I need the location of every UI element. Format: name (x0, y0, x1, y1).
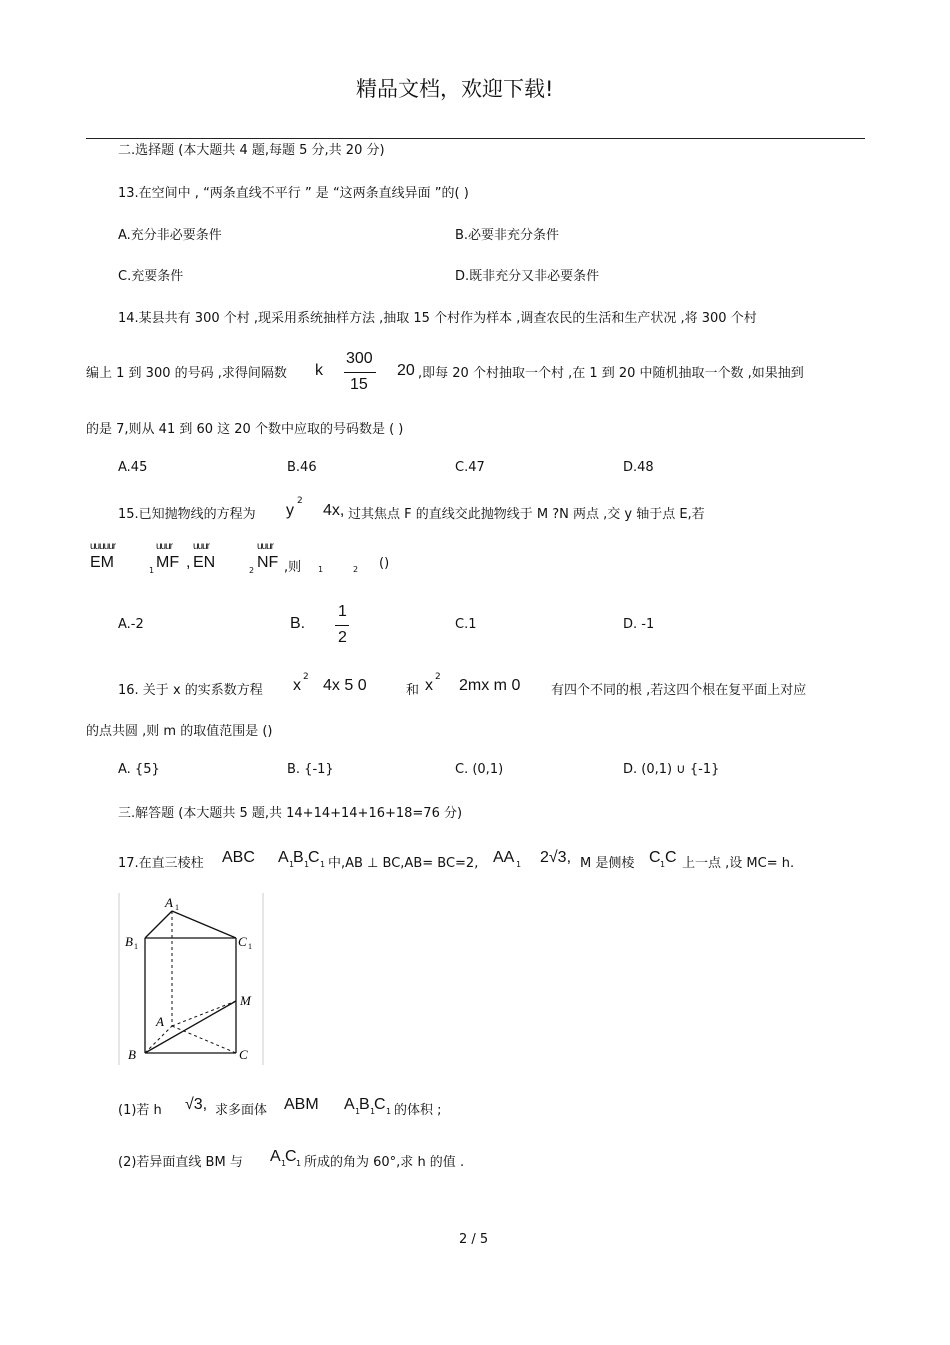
question-14-option-a: A.45 (118, 460, 148, 475)
label-b1: B (125, 934, 133, 949)
math-exponent: 2 (297, 496, 303, 506)
question-17-stem-d: 上一点 ,设 MC= h. (682, 856, 795, 871)
math-equation-2: 2mx m 0 (459, 677, 521, 694)
math-a1: A (344, 1096, 355, 1113)
math-x: x (293, 677, 301, 694)
lambda-subscript: 2 (353, 565, 359, 574)
question-14-option-c: C.47 (455, 460, 485, 475)
vector-arrow: uuur (193, 541, 210, 552)
subscript: 1 (289, 860, 295, 869)
math-value: √3, (185, 1096, 208, 1113)
edge-b1-a1 (145, 911, 172, 938)
question-15-stem-b: 过其焦点 F 的直线交此抛物线于 M ?N 两点 ,交 y 轴于点 E,若 (348, 507, 705, 522)
math-a1: A (278, 849, 289, 866)
section-title: 二.选择题 (本大题共 4 题,每题 5 分,共 20 分) (118, 143, 385, 158)
math-exponent: 2 (303, 672, 309, 682)
math-c1: C (374, 1096, 386, 1113)
math-aa1: AA (493, 849, 515, 866)
subscript: 1 (386, 1107, 392, 1116)
math-b1: B (293, 849, 304, 866)
page-header: 精品文档，欢迎下载! (356, 77, 554, 101)
math-b1: B (359, 1096, 370, 1113)
fraction-bar (335, 625, 349, 626)
question-13-option-d: D.既非充分又非必要条件 (455, 269, 600, 284)
fraction-denominator: 15 (350, 376, 368, 393)
math-value: 20 (397, 362, 415, 379)
prism-diagram (118, 893, 264, 1065)
edge-a-c (172, 1026, 236, 1053)
comma: , (186, 554, 191, 571)
label-a: A (156, 1014, 164, 1029)
page-number: 2 / 5 (459, 1232, 489, 1247)
question-17-stem-b: 中,AB ⊥ BC,AB= BC=2, (328, 856, 479, 871)
subscript: 1 (516, 860, 522, 869)
vector-nf: NF (257, 554, 279, 571)
lambda-subscript: 1 (318, 565, 324, 574)
math-x: x (425, 677, 433, 694)
fraction-numerator: 1 (338, 603, 347, 620)
math-c: C (665, 849, 677, 866)
subscript: 1 (281, 1159, 287, 1168)
vector-en: EN (193, 554, 216, 571)
question-13-option-a: A.充分非必要条件 (118, 228, 222, 243)
label-c1-subscript: 1 (248, 942, 252, 951)
segment-a-m (172, 1001, 236, 1026)
prism-figure (118, 893, 264, 1065)
question-15-option-c: C.1 (455, 617, 477, 632)
math-a1: A (270, 1148, 281, 1165)
subscript: 1 (304, 860, 310, 869)
question-17-part-1-c: 的体积 ; (394, 1103, 442, 1118)
label-c: C (239, 1047, 248, 1062)
question-16-and: 和 (406, 683, 420, 698)
math-rhs: 4x, (323, 502, 345, 519)
question-15-stem-a: 15.已知抛物线的方程为 (118, 507, 256, 522)
vector-em: EM (90, 554, 114, 571)
question-16-stem-b: 有四个不同的根 ,若这四个根在复平面上对应 (551, 683, 807, 698)
math-abm: ABM (284, 1096, 319, 1113)
question-17-part-2-b: 所成的角为 60°,求 h 的值 . (304, 1155, 465, 1170)
question-16-option-b: B. {-1} (287, 762, 334, 777)
math-value: 2√3, (540, 849, 572, 866)
math-c1: C (285, 1148, 297, 1165)
question-14-line-2a: 编上 1 到 300 的号码 ,求得间隔数 (86, 366, 287, 381)
question-14-line-2b: ,即每 20 个村抽取一个村 ,在 1 到 20 中随机抽取一个数 ,如果抽到 (418, 366, 804, 381)
math-y: y (286, 502, 294, 519)
question-14-line-3: 的是 7,则从 41 到 60 这 20 个数中应取的号码数是 ( ) (86, 422, 404, 437)
question-13-option-c: C.充要条件 (118, 269, 184, 284)
question-16-line-2: 的点共圆 ,则 m 的取值范围是 () (86, 724, 273, 739)
label-b1-subscript: 1 (134, 942, 138, 951)
subscript: 1 (370, 1107, 376, 1116)
question-14-line-1: 14.某县共有 300 个村 ,现采用系统抽样方法 ,抽取 15 个村作为样本 ,调查农民的生活和生产状况 ,将 300 个村 (118, 311, 757, 326)
subscript: 1 (296, 1159, 302, 1168)
question-17-stem-a: 17.在直三棱柱 (118, 856, 204, 871)
subscript: 1 (660, 860, 666, 869)
lambda-subscript: 1 (149, 566, 155, 575)
fraction-numerator: 300 (346, 350, 373, 367)
vector-arrow: uuuuur (90, 541, 116, 552)
question-13-option-b: B.必要非充分条件 (455, 228, 560, 243)
math-c1: C (308, 849, 320, 866)
question-16-option-a: A. {5} (118, 762, 160, 777)
edge-a1-c1 (172, 911, 236, 938)
question-14-option-b: B.46 (287, 460, 317, 475)
vector-arrow: uuur (156, 541, 173, 552)
section-title: 三.解答题 (本大题共 5 题,共 14+14+14+16+18=76 分) (118, 806, 463, 821)
question-16-stem-a: 16. 关于 x 的实系数方程 (118, 683, 263, 698)
question-15-then: ,则 (284, 560, 302, 575)
math-c1: C (649, 849, 661, 866)
fraction-denominator: 2 (338, 629, 347, 646)
subscript: 1 (320, 860, 326, 869)
vector-mf: MF (156, 554, 180, 571)
label-b: B (128, 1047, 136, 1062)
question-13-stem: 13.在空间中 , “两条直线不平行 ” 是 “这两条直线异面 ”的( ) (118, 186, 469, 201)
question-15-option-b: B. (290, 615, 306, 632)
subscript: 1 (355, 1107, 361, 1116)
vector-arrow: uuur (257, 541, 274, 552)
fraction-bar (344, 372, 376, 373)
question-16-option-c: C. (0,1) (455, 762, 504, 777)
math-k: k (315, 362, 323, 379)
question-14-option-d: D.48 (623, 460, 654, 475)
math-abc: ABC (222, 849, 255, 866)
math-exponent: 2 (435, 672, 441, 682)
math-equation-1: 4x 5 0 (323, 677, 367, 694)
lambda-subscript: 2 (249, 566, 255, 575)
question-17-part-1-b: 求多面体 (215, 1103, 268, 1118)
label-a1: A (165, 895, 173, 910)
label-c1: C (238, 934, 247, 949)
label-a1-subscript: 1 (175, 903, 179, 912)
answer-paren: () (379, 556, 390, 571)
question-17-part-2-a: (2)若异面直线 BM 与 (118, 1155, 243, 1170)
question-16-option-d: D. (0,1) ∪ {-1} (623, 762, 720, 777)
label-m: M (240, 993, 251, 1008)
question-17-stem-c: M 是侧棱 (580, 856, 635, 871)
question-15-option-d: D. -1 (623, 617, 655, 632)
question-15-option-a: A.-2 (118, 617, 144, 632)
question-17-part-1-a: (1)若 h (118, 1103, 162, 1118)
